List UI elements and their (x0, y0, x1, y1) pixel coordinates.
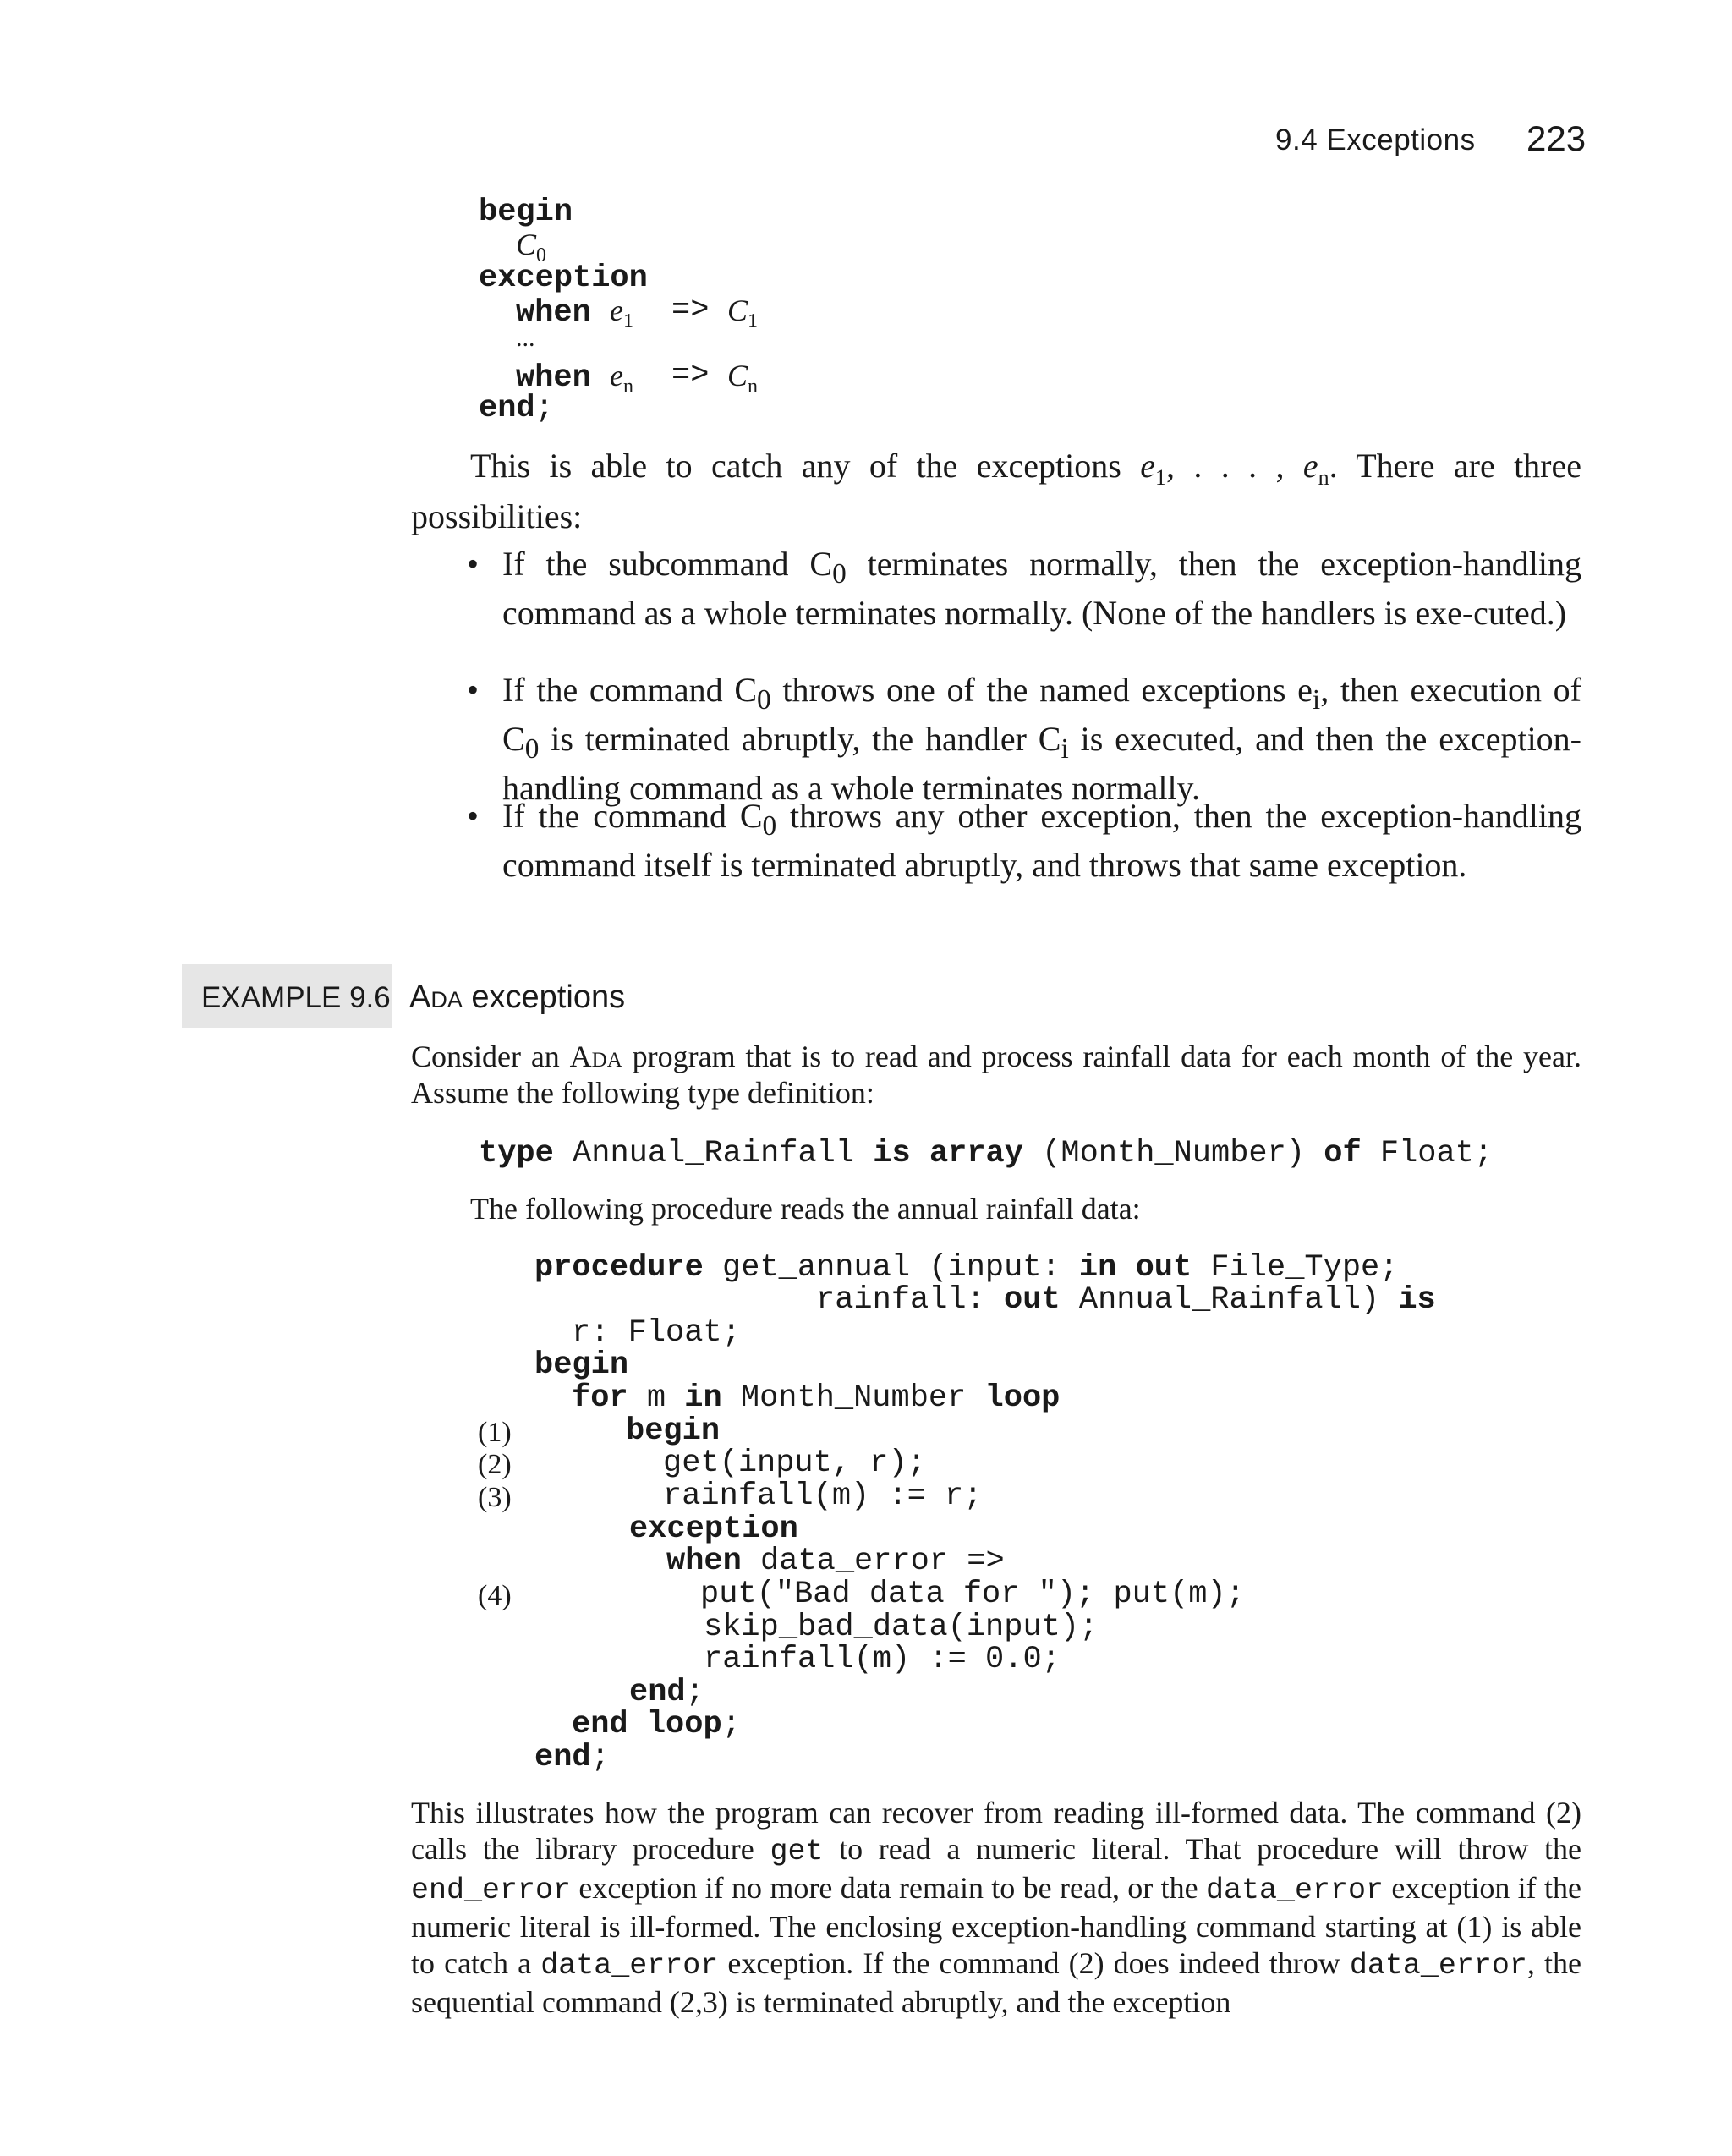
bullet-item-1: If the subcommand $C_0$ terminates normally, then the exception-handling command as a whole terminates normally. (None of the handlers is exe-cuted.) (502, 545, 1581, 632)
code-end: end; (479, 391, 554, 426)
proc-line-6: begin (626, 1413, 721, 1449)
line-number-4: (4) (478, 1580, 512, 1611)
example-intro-paragraph: Consider an Ada program that is to read and process rainfall data for each month of the year. Assume the following type definition: (411, 1040, 1581, 1110)
code-when-en: when $e_n$ (516, 359, 634, 398)
code-cn: $C_n$ (727, 359, 759, 398)
proc-line-12: skip_bad_data(input); (704, 1610, 1099, 1645)
code-begin: begin (479, 195, 573, 230)
proc-line-7: get(input, r); (663, 1446, 926, 1481)
code-c1: $C_1$ (727, 294, 759, 333)
procedure-code (534, 1252, 1583, 1776)
code-arrow-1: => (671, 293, 710, 328)
line-number-1: (1) (478, 1417, 512, 1448)
proc-line-11: put("Bad data for "); put(m); (700, 1577, 1245, 1612)
proc-line-15: end loop; (572, 1707, 741, 1742)
proc-line-8: rainfall(m) := r; (663, 1478, 983, 1514)
proc-line-2: rainfall: out Annual_Rainfall) is (816, 1282, 1436, 1318)
bullet-marker-3: • (467, 797, 480, 835)
code-c0: $C_0$ (516, 228, 547, 267)
bullet-marker-1: • (467, 545, 480, 583)
code-arrow-n: => (671, 358, 710, 393)
code-exception: exception (479, 261, 648, 296)
handler-syntax-code (479, 196, 1071, 433)
code-when-e1: when $e_1$ (516, 294, 634, 333)
proc-line-4: begin (534, 1347, 629, 1383)
proc-line-10: when data_error => (666, 1544, 1005, 1579)
proc-line-3: r: Float; (572, 1315, 741, 1351)
page-number: 223 (1526, 118, 1587, 158)
proc-line-9: exception (629, 1511, 798, 1547)
proc-line-14: end; (629, 1675, 704, 1710)
proc-line-1: procedure get_annual (input: in out File_Type; (534, 1250, 1399, 1286)
line-number-3: (3) (478, 1482, 512, 1513)
proc-line-5: for m in Month_Number loop (572, 1380, 1061, 1416)
running-head-section: 9.4 Exceptions (1275, 123, 1476, 156)
intro-paragraph: This is able to catch any of the exceptions $e_1$, . . . , $e_n$. There are three possibilities: (411, 447, 1582, 535)
bullet-marker-2: • (467, 671, 480, 709)
type-definition-code: type Annual_Rainfall is array (Month_Number) of Float; (479, 1136, 1494, 1171)
line-number-2: (2) (478, 1449, 512, 1480)
example-title: Ada exceptions (409, 979, 626, 1015)
proc-line-16: end; (534, 1740, 610, 1775)
bullet-item-2: If the command $C_0$ throws one of the named exceptions $e_i$, then execution of $C_0$ is terminated abruptly, the handler $C_i$ is executed, and then the exception-handling command as a whole terminates normally. (502, 671, 1581, 807)
proc-line-13: rainfall(m) := 0.0; (704, 1642, 1061, 1677)
procedure-intro: The following procedure reads the annual rainfall data: (470, 1192, 1141, 1226)
code-ellipsis: ... (516, 324, 535, 352)
bullet-item-3: If the command $C_0$ throws any other exception, then the exception-handling command itself is terminated abruptly, and throws that same exception. (502, 797, 1581, 884)
example-label: EXAMPLE 9.6 (201, 981, 391, 1014)
explanation-paragraph: This illustrates how the program can recover from reading ill-formed data. The command (2) calls the library procedure get to read a numeric literal. That procedure will throw the end_error exception if no more data remain to be read, or the data_error exception if the numeric literal is ill-formed. The enclosing exception-handling command starting at (1) is able to catch a data_error exception. If the command (2) does indeed throw data_error, the sequential command (2,3) is terminated abruptly, and the exception (411, 1796, 1582, 2019)
